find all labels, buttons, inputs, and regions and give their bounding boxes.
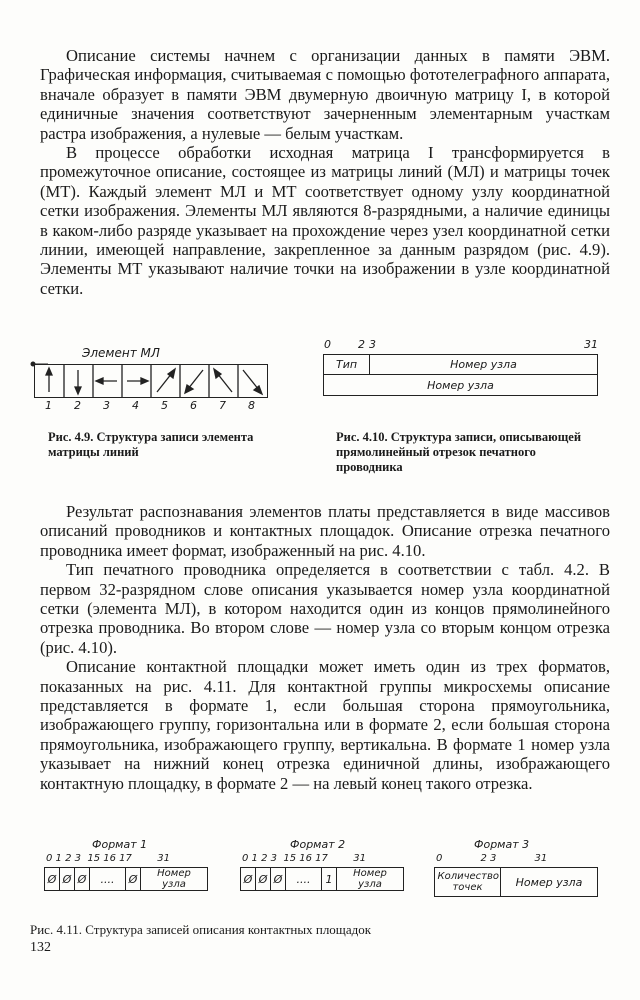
bit-value: Ø	[62, 872, 72, 886]
format1-bit-cell	[75, 868, 90, 890]
bit-value: ....	[296, 872, 311, 886]
bit-value: Ø	[47, 872, 57, 886]
format3-bits: 0 2 3 31	[436, 853, 548, 864]
node-label: Номер узла	[157, 868, 191, 890]
format3-title: Формат 3	[474, 838, 530, 851]
bit-value: Ø	[77, 872, 87, 886]
fig49-caption: Рис. 4.9. Структура записи элемента матрицы линий	[48, 430, 254, 459]
middle-text	[40, 502, 610, 793]
format3-count-cell	[435, 868, 501, 896]
format3-record	[434, 867, 598, 897]
fig49-numbers	[34, 399, 268, 413]
paragraph: В процессе обработки исходная матрица I трансформируется в промежуточное описание, состоящее из матрицы линий (МЛ) и матрицы точек (МТ). Каждый элемент МЛ и МТ соответствует одному узлу координатной сетки изображения. Элементы МЛ являются 8-разрядными, а наличие единицы в каком-либо разряде указывает на прохождение через узел координатной сетки линии, имеющей направление, закрепленное за данным разрядом (рис. 4.9). Элементы МТ указывают наличие точки на изображении в узле координатной сетки.	[40, 143, 610, 298]
fig410-type-cell	[324, 355, 370, 374]
fig49-number: 1	[45, 399, 52, 412]
page-number: 132	[30, 940, 51, 955]
top-text	[40, 46, 610, 298]
format1-bit-cell	[60, 868, 75, 890]
fig49-title: Элемент МЛ	[82, 346, 160, 360]
fig410-node1-label: Номер узла	[450, 358, 517, 371]
format2-bit-cell	[256, 868, 271, 890]
paragraph: Тип печатного проводника определяется в соответствии с табл. 4.2. В первом 32-разрядном слове описания указывается номер узла координатной сетки (элемента МЛ), в котором находится один из концов прямолинейного отрезка проводника. Во втором слове — номер узла со вторым концом отрезка (рис. 4.10).	[40, 560, 610, 657]
fig49-number: 8	[248, 399, 255, 412]
bit-value: ....	[100, 872, 115, 886]
format1-title: Формат 1	[92, 838, 148, 851]
fig410-node1-cell	[370, 355, 597, 374]
fig411-caption: Рис. 4.11. Структура записей описания контактных площадок	[30, 922, 372, 937]
fig410-node2-label: Номер узла	[427, 378, 494, 392]
fig49-number: 7	[219, 399, 226, 412]
format2-dots-cell	[286, 868, 322, 890]
fig410-bit: 2	[358, 338, 365, 351]
fig410-caption: Рис. 4.10. Структура записи, описывающей прямолинейный отрезок печатного проводника	[336, 430, 582, 474]
format2-node-cell	[337, 868, 403, 890]
bit-value: Ø	[258, 872, 268, 886]
format1-bits: 0 1 2 3 15 16 17 31	[46, 853, 171, 864]
fig49-number: 6	[190, 399, 197, 412]
format3-node-cell	[501, 868, 597, 896]
fig410-bit: 3	[369, 338, 376, 351]
fig410-bit: 0	[324, 338, 331, 351]
count-label: Количество точек	[437, 871, 500, 893]
fig49-record	[34, 364, 268, 398]
format2-bit-cell	[271, 868, 286, 890]
bit-value: 1	[325, 872, 333, 886]
fig49-arrows	[35, 365, 267, 397]
format1-dots-cell	[90, 868, 126, 890]
paragraph: Результат распознавания элементов платы представляется в виде массивов описаний проводников и контактных площадок. Описание отрезка печатного проводника имеет формат, изображенный на рис. 4.10.	[40, 502, 610, 560]
bit-value: Ø	[128, 872, 138, 886]
format1-bit-cell	[45, 868, 60, 890]
bit-value: Ø	[273, 872, 283, 886]
format2-bit-cell	[322, 868, 337, 890]
fig49-number: 5	[161, 399, 168, 412]
format2-bits: 0 1 2 3 15 16 17 31	[242, 853, 367, 864]
node-label: Номер узла	[515, 875, 583, 889]
fig410-record	[323, 354, 598, 396]
format2-title: Формат 2	[290, 838, 346, 851]
node-label: Номер узла	[353, 868, 387, 890]
paragraph: Описание контактной площадки может иметь один из трех форматов, показанных на рис. 4.11. Для контактной группы микросхемы описание представляется в формате 1, если большая сторона прямоугольника, изображающего группу, горизонтальна или в формате 2, если большая сторона прямоугольника, изображающего группу, вертикальна. В формате 1 номер узла указывает на нижний конец отрезка единичной длины, изображающего контактную площадку, в формате 2 — на левый конец такого отрезка.	[40, 657, 610, 793]
fig410-type-label: Тип	[335, 358, 358, 371]
fig49-number: 3	[103, 399, 110, 412]
bit-value: Ø	[243, 872, 253, 886]
format1-record	[44, 867, 208, 891]
fig49-number: 2	[74, 399, 81, 412]
fig49-number: 4	[132, 399, 139, 412]
fig410-node2-cell	[324, 375, 597, 395]
fig410-bit: 31	[584, 338, 598, 351]
format2-record	[240, 867, 404, 891]
format2-bit-cell	[241, 868, 256, 890]
format1-node-cell	[141, 868, 207, 890]
format1-bit-cell	[126, 868, 141, 890]
paragraph: Описание системы начнем с организации данных в памяти ЭВМ. Графическая информация, считываемая с помощью фототелеграфного аппарата, вначале образует в памяти ЭВМ двумерную двоичную матрицу I, в которой единичные значения соответствуют зачерненным элементарным участкам растра изображения, а нулевые — белым участкам.	[40, 46, 610, 143]
